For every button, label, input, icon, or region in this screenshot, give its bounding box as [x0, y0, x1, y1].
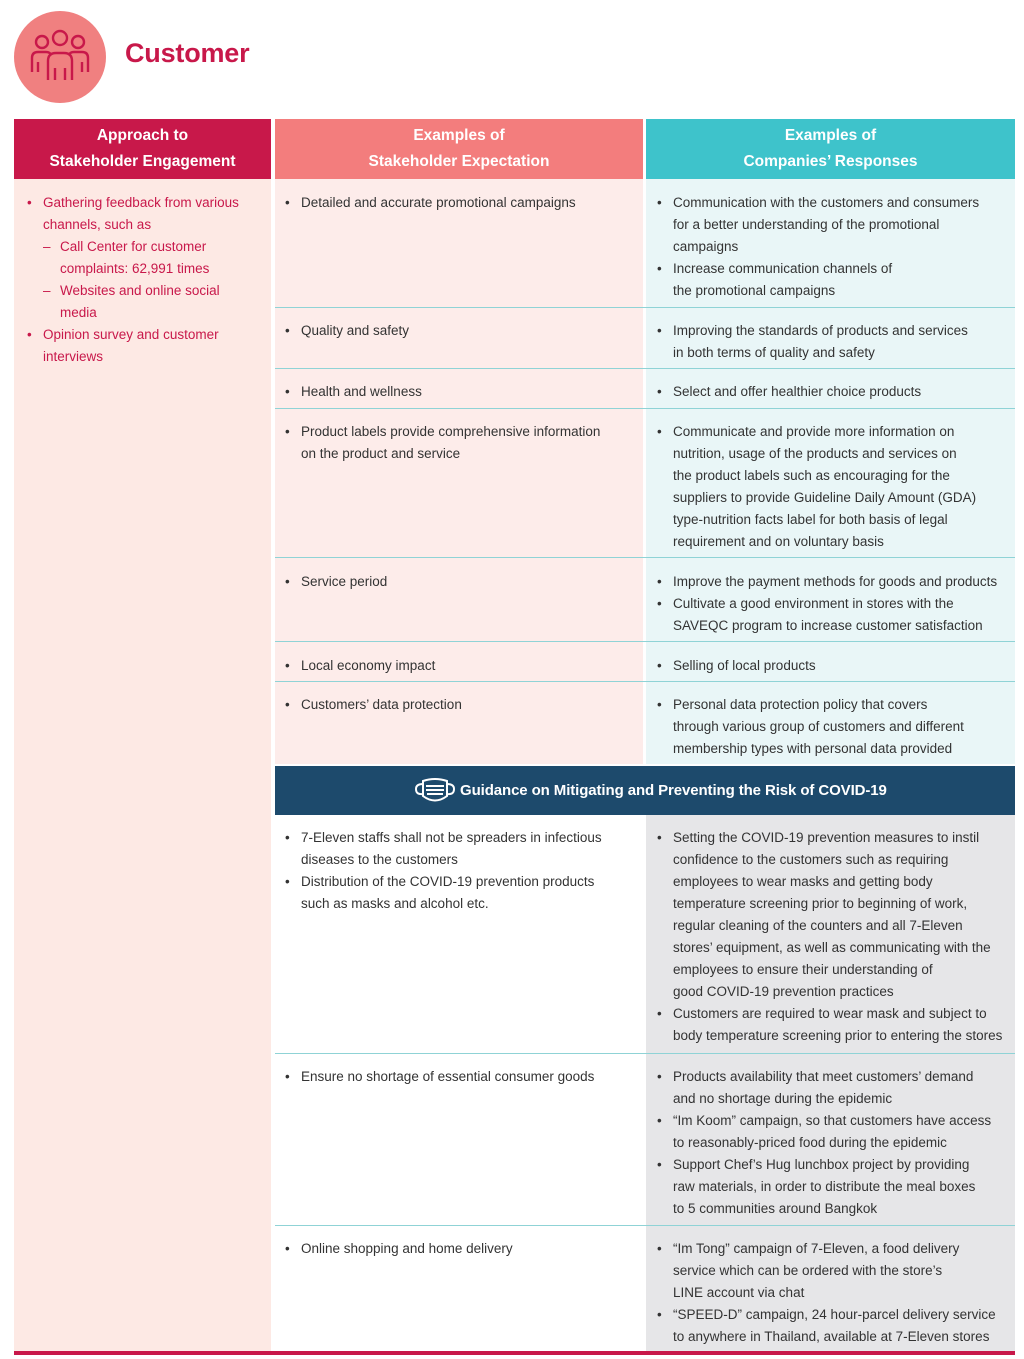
list-item: • Setting the COVID-19 prevention measures to instil confidence to the customers such as requiring employees to wear masks and getting body temperature screening prior to beginning of work, regular cleaning of the counters and all 7-Eleven stores’ equipment, as well as communicating with the employees to ensure their understanding of good COVID-19 prevention practices	[657, 827, 1009, 1003]
covid-response-cell	[657, 1238, 1009, 1348]
row-divider	[275, 408, 1015, 409]
response-cell	[657, 694, 1009, 760]
row-divider	[275, 641, 1015, 642]
covid-section-header	[275, 766, 1015, 815]
page-title: Customer	[125, 38, 250, 68]
covid-expectation-cell	[285, 1066, 635, 1088]
covid-response-cell	[657, 827, 1009, 1047]
customer-badge	[14, 11, 106, 103]
expectation-cell	[285, 694, 635, 716]
list-item: • Customers are required to wear mask and subject to body temperature screening prior to entering the stores	[657, 1003, 1009, 1047]
row-divider	[275, 681, 1015, 682]
list-item: • Health and wellness	[285, 381, 635, 403]
response-cell	[657, 192, 1009, 302]
list-item: • “Im Tong” campaign of 7-Eleven, a food delivery service which can be ordered with the store’s LINE account via chat	[657, 1238, 1009, 1304]
row-divider	[275, 1225, 1015, 1226]
list-item: • Products availability that meet customers’ demand and no shortage during the epidemic	[657, 1066, 1009, 1110]
covid-expectation-cell	[285, 827, 635, 915]
expectation-cell	[285, 571, 635, 593]
list-item: • Improve the payment methods for goods and products	[657, 571, 1009, 593]
list-item: • Increase communication channels of the promotional campaigns	[657, 258, 1009, 302]
expectation-cell	[285, 381, 635, 403]
approach-list	[26, 192, 266, 368]
list-item: • “Im Koom” campaign, so that customers have access to reasonably-priced food during the epidemic	[657, 1110, 1009, 1154]
list-item: • Cultivate a good environment in stores with the SAVEQC program to increase customer satisfaction	[657, 593, 1009, 637]
response-cell	[657, 571, 1009, 637]
row-divider	[275, 557, 1015, 558]
bottom-rule	[14, 1351, 1015, 1355]
list-item: • Online shopping and home delivery	[285, 1238, 635, 1260]
covid-expectation-cell	[285, 1238, 635, 1260]
list-item: • Support Chef’s Hug lunchbox project by providing raw materials, in order to distribute the meal boxes to 5 communities around Bangkok	[657, 1154, 1009, 1220]
list-item: • Local economy impact	[285, 655, 635, 677]
row-divider	[275, 1053, 1015, 1054]
list-item: • Selling of local products	[657, 655, 1009, 677]
sub-list-item: – Websites and online social media	[26, 280, 266, 324]
response-cell	[657, 421, 1009, 553]
expectation-cell	[285, 320, 635, 342]
row-divider	[275, 307, 1015, 308]
list-item: • Distribution of the COVID-19 prevention products such as masks and alcohol etc.	[285, 871, 635, 915]
covid-response-cell	[657, 1066, 1009, 1220]
column-header-approach: Approach to Stakeholder Engagement	[14, 119, 271, 179]
response-cell	[657, 320, 1009, 364]
response-cell	[657, 381, 1009, 403]
list-item: • Communication with the customers and consumers for a better understanding of the promotional campaigns	[657, 192, 1009, 258]
list-item: • Detailed and accurate promotional campaigns	[285, 192, 635, 214]
list-item: • Ensure no shortage of essential consumer goods	[285, 1066, 635, 1088]
list-item: • Opinion survey and customer interviews	[26, 324, 266, 368]
list-item: • Service period	[285, 571, 635, 593]
response-cell	[657, 655, 1009, 677]
list-item: • Improving the standards of products and services in both terms of quality and safety	[657, 320, 1009, 364]
expectation-cell	[285, 192, 635, 214]
list-item: • Select and offer healthier choice products	[657, 381, 1009, 403]
list-item: • “SPEED-D” campaign, 24 hour-parcel delivery service to anywhere in Thailand, available at 7-Eleven stores	[657, 1304, 1009, 1348]
list-item: • Communicate and provide more information on nutrition, usage of the products and services on the product labels such as encouraging for the suppliers to provide Guideline Daily Amount (GDA) type-nutrition facts label for both basis of legal requirement and on voluntary basis	[657, 421, 1009, 553]
list-item: • 7-Eleven staffs shall not be spreaders in infectious diseases to the customers	[285, 827, 635, 871]
list-item: • Gathering feedback from various channels, such as	[26, 192, 266, 236]
row-divider	[275, 368, 1015, 369]
list-item: • Customers’ data protection	[285, 694, 635, 716]
face-mask-icon	[413, 776, 457, 806]
expectation-cell	[285, 655, 635, 677]
customer-group-icon	[28, 28, 92, 86]
list-item: • Quality and safety	[285, 320, 635, 342]
covid-section-title: Guidance on Mitigating and Preventing the Risk of COVID-19	[460, 782, 887, 799]
list-item: • Personal data protection policy that covers through various group of customers and different membership types with personal data provided	[657, 694, 1009, 760]
column-header-expectation: Examples of Stakeholder Expectation	[275, 119, 643, 179]
sub-list-item: – Call Center for customer complaints: 62,991 times	[26, 236, 266, 280]
column-header-responses: Examples of Companies’ Responses	[646, 119, 1015, 179]
expectation-cell	[285, 421, 635, 465]
list-item: • Product labels provide comprehensive information on the product and service	[285, 421, 635, 465]
